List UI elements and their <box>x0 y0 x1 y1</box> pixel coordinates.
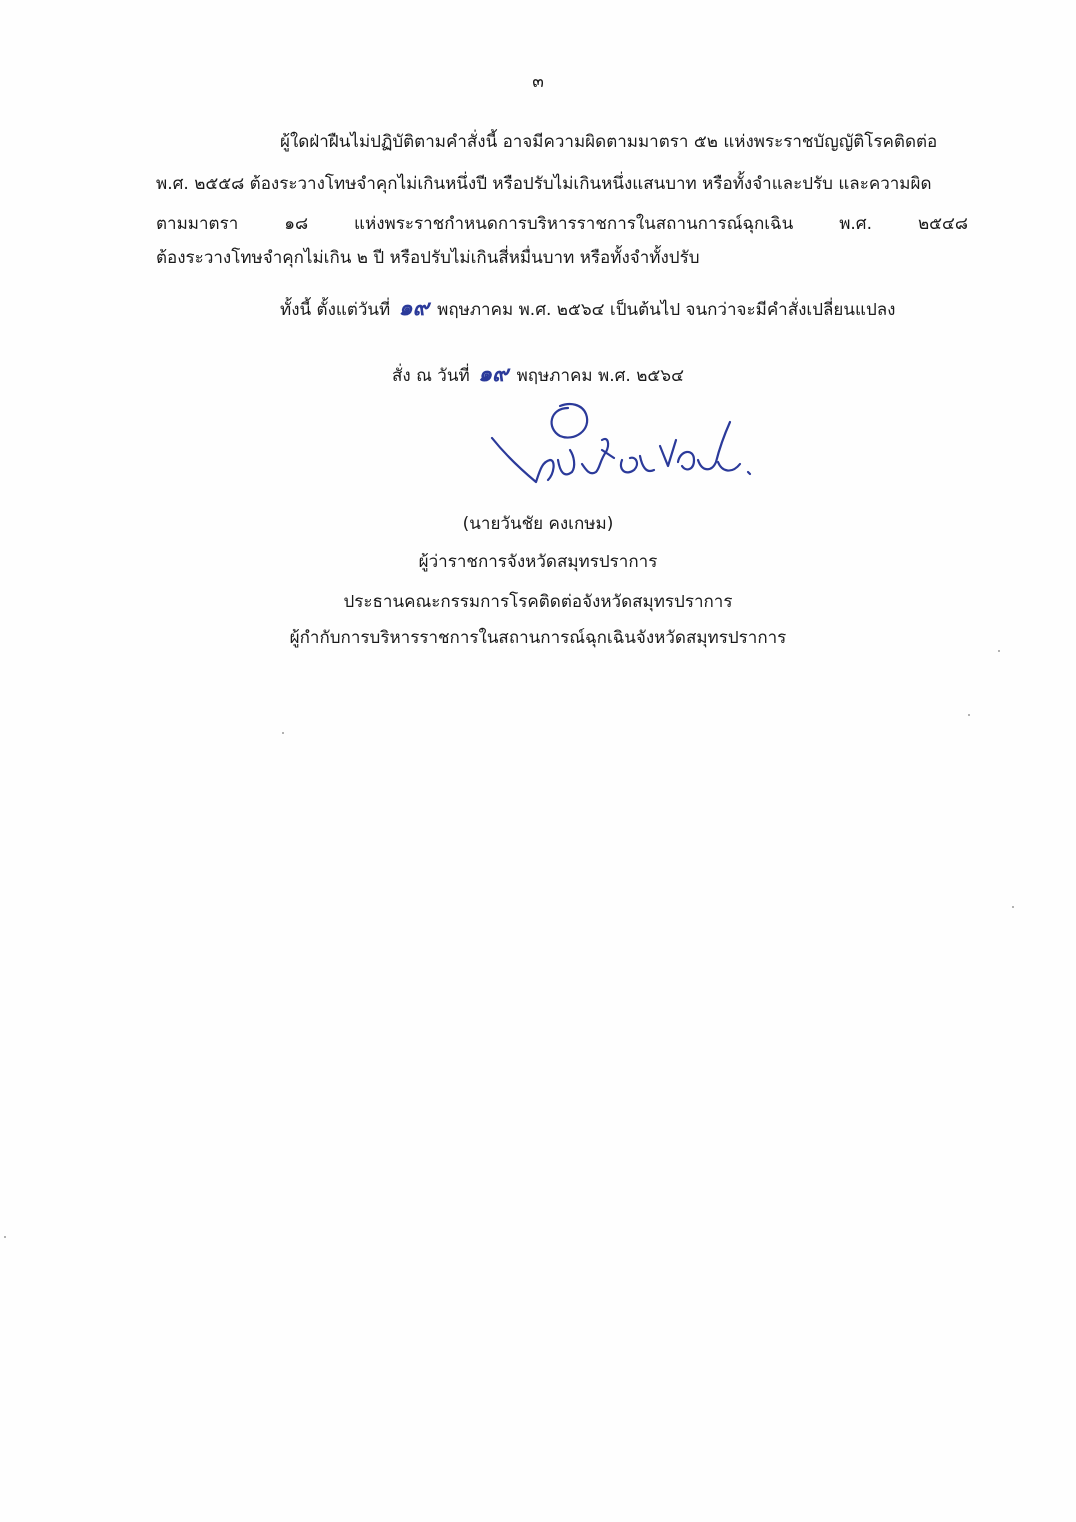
scan-speck <box>998 650 1000 652</box>
signatory-position: ผู้ว่าราชการจังหวัดสมุทรปราการ <box>418 552 658 572</box>
scan-speck <box>1012 906 1014 908</box>
order-date-prefix: สั่ง ณ วันที่ <box>392 366 470 386</box>
order-date-suffix: พฤษภาคม พ.ศ. ๒๕๖๔ <box>516 366 684 386</box>
order-date-line <box>0 362 1076 388</box>
paragraph-line: ต้องระวางโทษจำคุกไม่เกิน ๒ ปี หรือปรับไม่เกินสี่หมื่นบาท หรือทั้งจำทั้งปรับ <box>156 248 700 268</box>
signature-image <box>490 400 770 500</box>
effective-date-prefix: ทั้งนี้ ตั้งแต่วันที่ <box>280 300 391 320</box>
signatory-name: (นายวันชัย คงเกษม) <box>462 514 614 534</box>
paragraph-line: ผู้ใดฝ่าฝืนไม่ปฏิบัติตามคำสั่งนี้ อาจมีความผิดตามมาตรา ๕๒ แห่งพระราชบัญญัติโรคติดต่อ <box>280 132 938 152</box>
paragraph-line: พ.ศ. ๒๕๕๘ ต้องระวางโทษจำคุกไม่เกินหนึ่งปี หรือปรับไม่เกินหนึ่งแสนบาท หรือทั้งจำและปรับ และความผิด <box>156 174 932 194</box>
effective-day-handwritten: ๑๙ <box>398 295 429 321</box>
scan-speck <box>282 732 284 734</box>
scan-speck <box>4 1236 6 1238</box>
paragraph-line: ตามมาตรา ๑๘ แห่งพระราชกำหนดการบริหารราชการในสถานการณ์ฉุกเฉิน พ.ศ. ๒๕๔๘ <box>156 214 968 234</box>
signatory-position: ประธานคณะกรรมการโรคติดต่อจังหวัดสมุทรปราการ <box>343 592 733 612</box>
signatory-position: ผู้กำกับการบริหารราชการในสถานการณ์ฉุกเฉินจังหวัดสมุทรปราการ <box>289 628 787 648</box>
order-day-handwritten: ๑๙ <box>478 361 509 387</box>
effective-date-suffix: พฤษภาคม พ.ศ. ๒๕๖๔ เป็นต้นไป จนกว่าจะมีคำสั่งเปลี่ยนแปลง <box>437 300 896 320</box>
effective-date-line <box>280 296 980 322</box>
page-number: ๓ <box>532 72 544 92</box>
scan-speck <box>968 714 970 716</box>
